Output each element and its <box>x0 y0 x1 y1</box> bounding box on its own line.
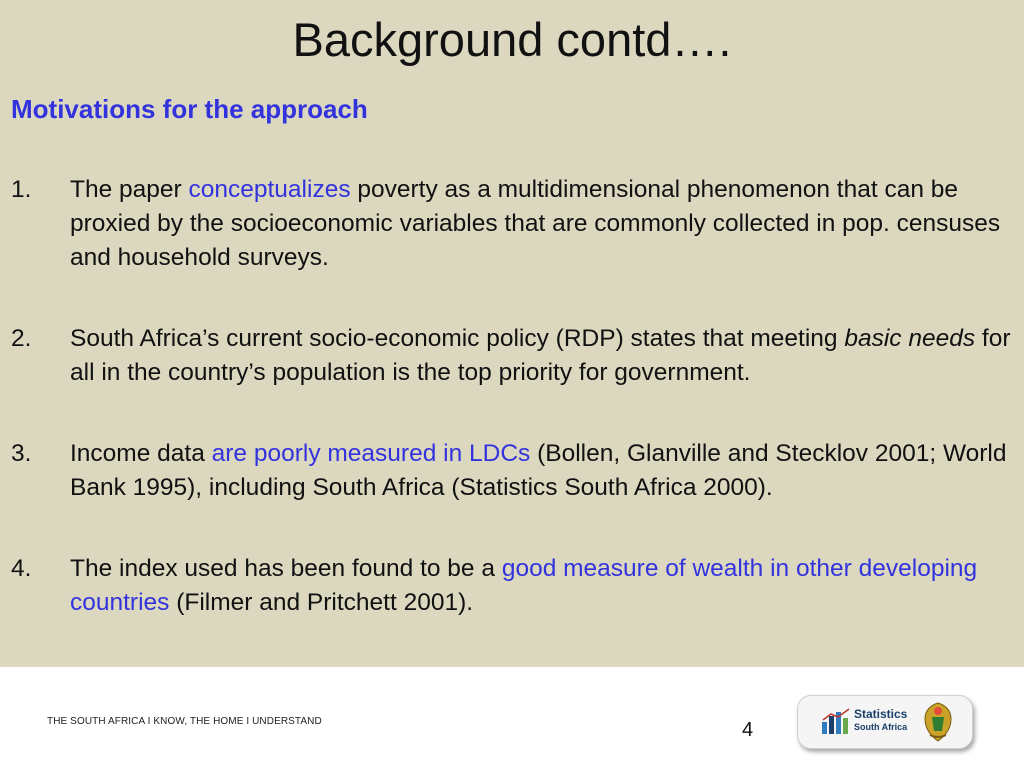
logo-text-line1: Statistics <box>854 707 908 721</box>
list-number: 4. <box>11 555 32 582</box>
list-text: South Africa’s current socio-economic policy (RDP) states that meeting <box>70 325 845 352</box>
list-text: for all in the country’s population is the top priority for government. <box>70 325 1011 386</box>
slide-title: Background contd…. <box>292 13 732 66</box>
footer-tagline: THE SOUTH AFRICA I KNOW, THE HOME I UNDERSTAND <box>47 716 322 727</box>
list-item <box>11 552 1011 620</box>
coat-of-arms-icon <box>918 701 958 743</box>
list-number: 1. <box>11 176 32 203</box>
list-item <box>11 322 1011 390</box>
list-number: 3. <box>11 440 32 467</box>
slide-subtitle: Motivations for the approach <box>11 94 368 124</box>
list-item <box>11 437 1011 505</box>
stats-sa-logo <box>797 695 973 749</box>
list-text: The index used has been found to be a <box>70 555 502 582</box>
list-text: poverty as a multidimensional phenomenon that can be proxied by the socioeconomic variables that are commonly collected in pop. censuses and household surveys. <box>70 176 1001 271</box>
numbered-list <box>11 173 1011 667</box>
highlight-text: good measure of wealth in other developing countries <box>70 555 978 616</box>
list-text: The paper <box>70 176 189 203</box>
page-number: 4 <box>742 719 754 741</box>
highlight-text: are poorly measured in LDCs <box>211 440 531 467</box>
list-item <box>11 173 1011 275</box>
logo-text-line2: South Africa <box>854 722 908 732</box>
list-text: Income data <box>70 440 212 467</box>
list-text: (Bollen, Glanville and Stecklov 2001; World Bank 1995), including South Africa (Statistics South Africa 2000). <box>70 440 1007 501</box>
highlight-text: conceptualizes <box>188 176 351 203</box>
list-number: 2. <box>11 325 32 352</box>
statistics-bar-icon <box>822 708 850 734</box>
list-text: (Filmer and Pritchett 2001). <box>169 589 474 616</box>
emphasis-text: basic needs <box>844 325 976 352</box>
